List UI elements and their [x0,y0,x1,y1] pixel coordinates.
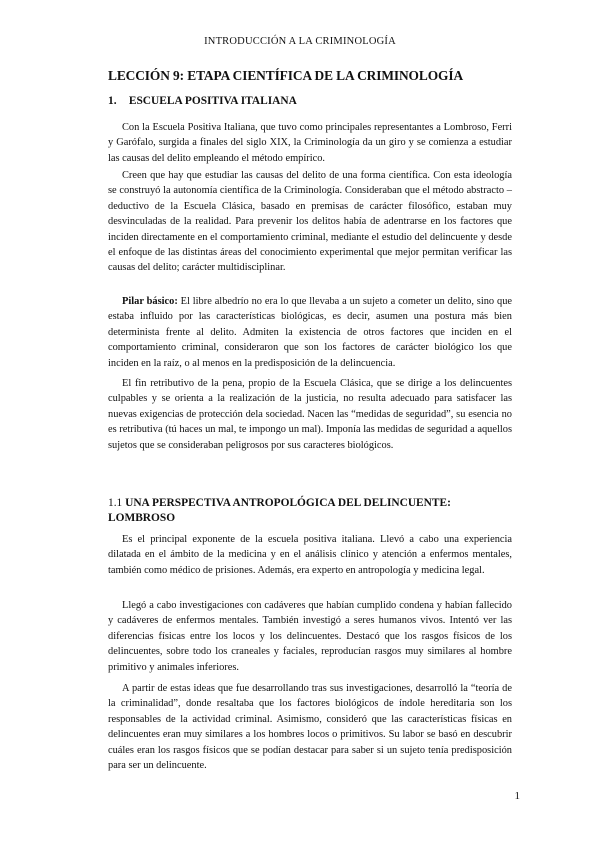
paragraph-lombroso-investigations: Llegó a cabo investigaciones con cadáveres que habían cumplido condena y habían fallecido y cadáveres de enfermos mentales. También investigó a seres humanos vivos. Intentó ver las diferencias físicas entre los locos y los delincuentes. Destacó que los rasgos físicos de los delincuentes, sobre todo los craneales y faciales, reproducían rasgos muy similares al hombre primitivo y animales inferiores. [108,600,512,673]
pilar-basico-label: Pilar básico: [122,296,178,307]
paragraph-lombroso-intro: Es el principal exponente de la escuela positiva italiana. Llevó a cabo una experiencia dilatada en el ámbito de la medicina y en el análisis clínico y atención a enfermos mentales, también como médico de prisiones. Además, era experto en antropología y medicina legal. [108,534,512,576]
paragraph-scientific-causes: Creen que hay que estudiar las causas del delito de una forma científica. Con esta ideología se construyó la autonomía científica de la Criminología. Consideraban que el método abstracto – deductivo de la Escuela Clásica, basado en premisas de carácter filosófico, estaban muy desvinculadas de la realidad. Para prevenir los delitos había de adentrarse en los factores que inciden directamente en el comportamiento criminal, mediante el estudio del delincuente y desde el enfoque de las distintas áreas del conocimiento experimental que mejor permitan verificar las causas del delito; carácter multidisciplinar. [108,170,512,274]
running-header: INTRODUCCIÓN A LA CRIMINOLOGÍA [204,36,396,47]
section-number: 1. [108,95,117,107]
page-number: 1 [514,790,520,802]
section-heading [108,95,528,107]
pilar-basico-text: El libre albedrío no era lo que llevaba a un sujeto a cometer un delito, sino que estaba influido por las características biológicas, es decir, asumen una postura más bien determinista frente al delito. Admiten la existencia de otros factores que inciden en el comportamiento criminal, consideraron que son los factores de carácter biológico los que inciden en la raíz, o al menos en la predisposición de la delincuencia. [108,296,512,369]
paragraph-intro: Con la Escuela Positiva Italiana, que tuvo como principales representantes a Lombroso, Ferri y Garófalo, surgida a finales del siglo XIX, la Criminología da un giro y se comienza a estudiar las causas del delito empleando el método empírico. [108,122,512,164]
lesson-title: LECCIÓN 9: ETAPA CIENTÍFICA DE LA CRIMINOLOGÍA [108,68,464,83]
subsection-number: 1.1 [108,497,123,509]
section-title: ESCUELA POSITIVA ITALIANA [128,95,297,107]
subsection-heading [108,496,512,526]
paragraph-pilar-basico [108,294,512,371]
paragraph-criminality-theory: A partir de estas ideas que fue desarrollando tras sus investigaciones, desarrolló la “teoría de la criminalidad”, donde resaltaba que los factores biológicos de índole hereditaria son los responsables de la actividad criminal. Asimismo, consideró que las características físicas en delincuentes eran muy similares a los hombres locos o primitivos. Su labor se basó en descubrir cuáles eran los rasgos físicos que se podían destacar para saber si un sujeto tenía predisposición para ser un delincuente. [108,683,512,772]
paragraph-fin-retributivo: El fin retributivo de la pena, propio de la Escuela Clásica, que se dirige a los delincuentes culpables y se orienta a la realización de la justicia, no resulta adecuado para satisfacer las nuevas exigencias de protección dela sociedad. Nacen las “medidas de seguridad”, su esencia no es retributiva (tú haces un mal, te impongo un mal). Imponía las medidas de seguridad a aquellos sujetos que se consideraban peligrosos por sus caracteres biológicos. [108,378,512,451]
subsection-title: UNA PERSPECTIVA ANTROPOLÓGICA DEL DELINCUENTE: LOMBROSO [108,497,451,524]
